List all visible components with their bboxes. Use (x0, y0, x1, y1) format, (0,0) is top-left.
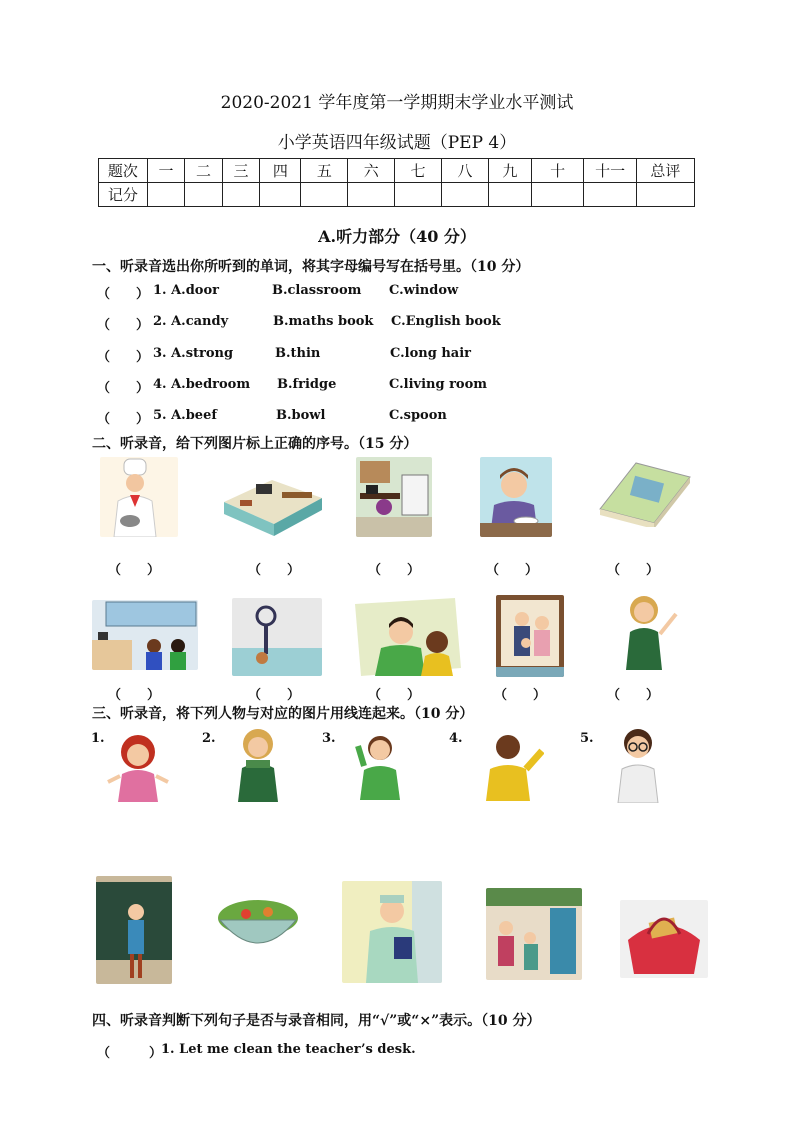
girl-red-hair-picture[interactable] (104, 730, 172, 802)
score-input-cell[interactable] (147, 183, 185, 207)
girl-scarf-picture[interactable] (232, 724, 284, 802)
item-number: 5. (580, 731, 594, 746)
answer-paren[interactable]: （ ） (248, 563, 301, 578)
score-cell: 八 (441, 159, 488, 183)
item-number: 3. (322, 731, 336, 746)
item-number: 1. (91, 731, 105, 746)
answer-paren[interactable]: （ ） (97, 381, 150, 396)
score-value-row (99, 183, 695, 207)
item-number: 2. (202, 731, 216, 746)
score-input-cell[interactable] (488, 183, 531, 207)
score-cell: 七 (395, 159, 442, 183)
page-title: 2020-2021 学年度第一学期期末学业水平测试 (220, 93, 574, 113)
score-input-cell[interactable] (584, 183, 636, 207)
option-c: C.living room (389, 377, 488, 392)
score-input-cell[interactable] (301, 183, 348, 207)
page-subtitle: 小学英语四年级试题（PEP 4） (277, 133, 517, 153)
option-b: B.fridge (277, 377, 337, 392)
boy-green-picture[interactable] (354, 726, 410, 800)
option-b: B.classroom (272, 283, 362, 298)
study-room-picture (356, 457, 432, 537)
salad-bowl-picture[interactable] (216, 896, 300, 950)
girl-picture (618, 584, 684, 670)
classroom-students-picture (92, 600, 198, 670)
answer-paren[interactable]: （ ） (368, 688, 421, 703)
option-c: C.spoon (389, 408, 447, 423)
answer-paren[interactable]: （ ） (108, 688, 161, 703)
score-input-cell[interactable] (185, 183, 223, 207)
option-c: C.long hair (390, 346, 471, 361)
option-c: C.English book (391, 314, 501, 329)
answer-paren[interactable]: （ ） (97, 287, 150, 302)
blackboard-girl-picture[interactable] (96, 876, 172, 984)
answer-paren[interactable]: （ ） (486, 563, 539, 578)
answer-paren[interactable]: （ ） (97, 350, 150, 365)
section4-heading: 四、听录音判断下列句子是否与录音相同，用“√”或“×”表示。（10 分） (92, 1013, 541, 1029)
score-cell: 四 (260, 159, 301, 183)
score-cell: 二 (185, 159, 223, 183)
option-a: 5. A.beef (153, 408, 217, 423)
kitchen-picture[interactable] (486, 888, 582, 980)
score-input-cell[interactable] (636, 183, 694, 207)
answer-paren[interactable]: （ ） (248, 688, 301, 703)
answer-paren[interactable]: （ ） (97, 318, 150, 333)
score-label-cell: 记分 (99, 183, 148, 207)
book-picture (596, 457, 692, 527)
option-a: 3. A.strong (153, 346, 234, 361)
score-cell: 一 (147, 159, 185, 183)
score-cell: 总评 (636, 159, 694, 183)
score-cell: 五 (301, 159, 348, 183)
family-photo-picture (496, 595, 564, 677)
score-table (98, 158, 695, 207)
option-a: 2. A.candy (153, 314, 229, 329)
section3-heading: 三、听录音，将下列人物与对应的图片用线连起来。（10 分） (92, 706, 474, 722)
two-boys-picture (355, 598, 461, 676)
answer-paren[interactable]: （ ） (368, 563, 421, 578)
classroom-picture (222, 462, 324, 536)
question-text: 1. Let me clean the teacher’s desk. (161, 1042, 416, 1057)
score-cell: 十一 (584, 159, 636, 183)
score-cell: 题次 (99, 159, 148, 183)
item-number: 4. (449, 731, 463, 746)
option-b: B.bowl (276, 408, 326, 423)
score-input-cell[interactable] (348, 183, 395, 207)
score-cell: 三 (222, 159, 260, 183)
option-b: B.thin (275, 346, 321, 361)
doctor-picture[interactable] (342, 881, 442, 983)
option-c: C.window (389, 283, 459, 298)
boy-eating-picture (480, 457, 552, 537)
chef-picture (100, 457, 178, 537)
red-bag-picture[interactable] (620, 900, 708, 978)
answer-paren[interactable]: （ ） (97, 1046, 163, 1061)
score-input-cell[interactable] (395, 183, 442, 207)
boy-glasses-picture[interactable] (612, 723, 664, 803)
answer-paren[interactable]: （ ） (607, 688, 660, 703)
answer-paren[interactable]: （ ） (607, 563, 660, 578)
boy-yellow-picture[interactable] (480, 725, 544, 801)
option-b: B.maths book (273, 314, 374, 329)
answer-paren[interactable]: （ ） (108, 563, 161, 578)
score-cell: 九 (488, 159, 531, 183)
score-input-cell[interactable] (531, 183, 583, 207)
score-cell: 十 (531, 159, 583, 183)
answer-paren[interactable]: （ ） (97, 412, 150, 427)
part-a-heading: A.听力部分（40 分） (318, 227, 476, 246)
score-cell: 六 (348, 159, 395, 183)
score-input-cell[interactable] (222, 183, 260, 207)
section1-heading: 一、听录音选出你所听到的单词，将其字母编号写在括号里。（10 分） (92, 259, 530, 275)
option-a: 1. A.door (153, 283, 219, 298)
score-input-cell[interactable] (441, 183, 488, 207)
option-a: 4. A.bedroom (153, 377, 251, 392)
answer-paren[interactable]: （ ） (494, 688, 547, 703)
score-input-cell[interactable] (260, 183, 301, 207)
fan-room-picture (232, 598, 322, 676)
score-header-row (99, 159, 695, 183)
section2-heading: 二、听录音，给下列图片标上正确的序号。（15 分） (92, 436, 418, 452)
